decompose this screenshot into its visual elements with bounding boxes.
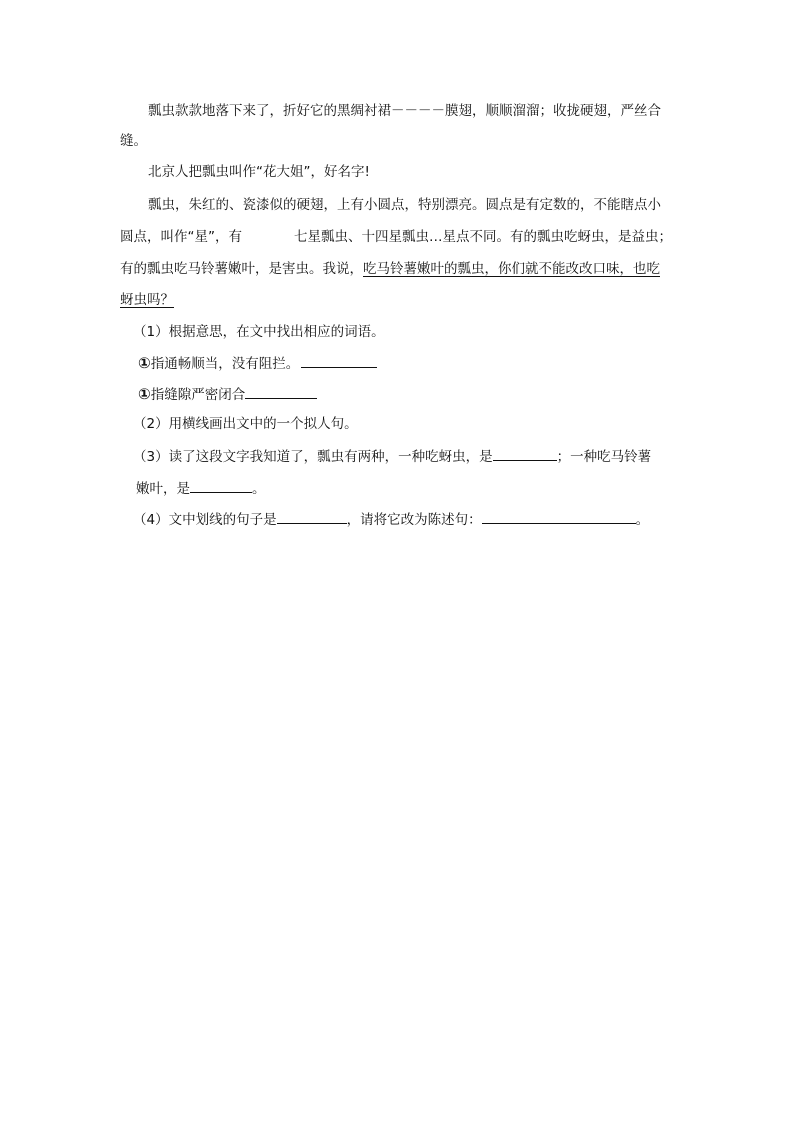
passage-p3-line2-part-a: 圆点，叫作“星”，有 — [120, 229, 242, 245]
question-3-text-b: ；一种吃马铃薯 — [556, 449, 652, 465]
answer-blank-4a[interactable] — [277, 509, 347, 524]
answer-blank-4b[interactable] — [482, 509, 636, 524]
question-1: （1）根据意思，在文中找出相应的词语。 — [133, 324, 385, 340]
question-4-text-a: （4）文中划线的句子是 — [133, 512, 277, 528]
question-3-text-a: （3）读了这段文字我知道了，瓢虫有两种，一种吃蚜虫，是 — [133, 449, 493, 465]
question-2: （2）用横线画出文中的一个拟人句。 — [133, 416, 358, 432]
passage-p3-line1: 瓢虫，朱红的、瓷漆似的硬翅，上有小圆点，特别漂亮。圆点是有定数的，不能瞎点小 — [148, 197, 661, 213]
question-1a — [138, 353, 377, 374]
circled-number-icon: ① — [138, 385, 151, 403]
passage-p3-line4 — [120, 290, 174, 310]
question-4 — [133, 509, 649, 530]
question-1b — [138, 384, 317, 405]
passage-p2: 北京人把瓢虫叫作“花大姐”，好名字! — [148, 164, 370, 180]
question-1a-text: 指通畅顺当，没有阻拦。 — [150, 356, 300, 372]
answer-blank-3a[interactable] — [493, 446, 557, 461]
passage-p1-line2: 缝。 — [120, 133, 147, 149]
answer-blank-1b[interactable] — [245, 384, 317, 399]
question-4-text-c: 。 — [635, 512, 650, 528]
question-3-text-d: 。 — [252, 481, 266, 497]
question-3-line1 — [133, 446, 651, 467]
question-3-line2 — [136, 478, 266, 499]
circled-number-icon: ① — [138, 354, 151, 372]
passage-p1-line1: 瓢虫款款地落下来了，折好它的黑绸衬裙－－－－膜翅，顺顺溜溜；收拢硬翅，严丝合 — [148, 103, 661, 119]
answer-blank-3b[interactable] — [190, 478, 252, 493]
question-3-text-c: 嫩叶，是 — [136, 481, 190, 497]
underlined-sentence-part1: 吃马铃薯嫩叶的瓢虫，你们就不能改改口味，也吃 — [363, 261, 660, 277]
question-1b-text: 指缝隙严密闭合 — [150, 387, 246, 403]
passage-p3-line3 — [120, 259, 660, 279]
passage-p3-line2-part-b: 七星瓢虫、十四星瓢虫…星点不同。有的瓢虫吃蚜虫，是益虫； — [294, 229, 672, 245]
underlined-sentence-part2: 蚜虫吗？ — [120, 292, 174, 308]
passage-p3-line2 — [120, 227, 672, 247]
question-4-text-b: ，请将它改为陈述句： — [346, 512, 482, 528]
passage-p3-line3-part-a: 有的瓢虫吃马铃薯嫩叶，是害虫。我说， — [120, 261, 363, 277]
answer-blank-1a[interactable] — [301, 353, 377, 368]
